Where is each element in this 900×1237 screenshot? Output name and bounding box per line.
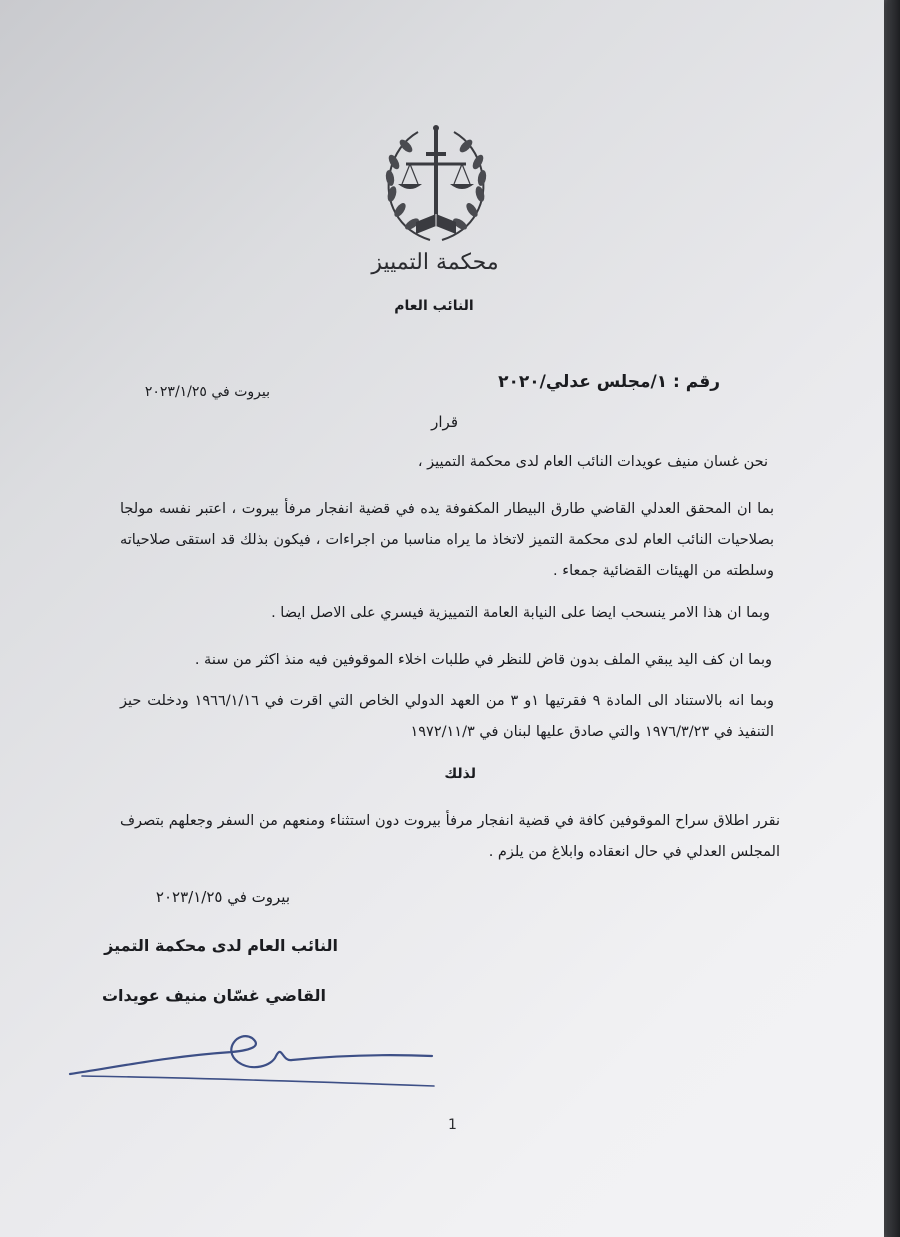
therefore-heading: لذلك <box>444 766 476 782</box>
paragraph-2: وبما ان هذا الامر ينسحب ايضا على النيابة العامة التمييزية فيسري على الاصل ايضا . <box>271 605 770 621</box>
office-title: النائب العام <box>394 298 474 314</box>
page-number: 1 <box>448 1117 457 1133</box>
paragraph-3: وبما ان كف اليد يبقي الملف بدون قاض للنظر في طلبات اخلاء الموقوفين فيه منذ اكثر من سنة . <box>194 652 772 668</box>
intro-line: نحن غسان منيف عويدات النائب العام لدى محكمة التمييز ، <box>417 454 768 470</box>
court-name-logotype: محكمة التمييز <box>371 250 499 275</box>
paragraph-1: بما ان المحقق العدلي القاضي طارق البيطار المكفوفة يده في قضية انفجار مرفأ بيروت ، اعتبر نفسه مولجا بصلاحيات النائب العام لدى محكمة التميز لاتخاذ ما يراه مناسبا من اجراءات ، فيكون بذلك قد استقى صلاحياته وسلطته من الهيئات القضائية جمعاء . <box>120 501 774 579</box>
paragraph-4: وبما انه بالاستناد الى المادة ٩ فقرتيها ١و ٣ من العهد الدولي الخاص التي اقرت في ١٩٦٦/١/١٦ ودخلت حيز التنفيذ في ١٩٧٦/٣/٢٣ والتي صادق عليها لبنان في ١٩٧٢/١١/٣ <box>120 693 774 740</box>
decision-title: قرار <box>431 413 458 431</box>
ruling-paragraph: نقرر اطلاق سراح الموقوفين كافة في قضية انفجار مرفأ بيروت دون استثناء ومنعهم من السفر وجعلهم بتصرف المجلس العدلي في حال انعقاده وابلاغ من يلزم . <box>120 813 780 860</box>
signatory-title: النائب العام لدى محكمة التميز <box>104 936 338 955</box>
court-emblem-icon <box>380 122 492 250</box>
signature-date: بيروت في ٢٠٢٣/١/٢٥ <box>155 888 290 906</box>
header-date: بيروت في ٢٠٢٣/١/٢٥ <box>144 384 270 400</box>
signatory-name: القاضي غسّان منيف عويدات <box>101 986 326 1005</box>
handwritten-signature <box>62 1026 452 1092</box>
reference-number: رقم : ١/مجلس عدلي/٢٠٢٠ <box>498 372 720 392</box>
